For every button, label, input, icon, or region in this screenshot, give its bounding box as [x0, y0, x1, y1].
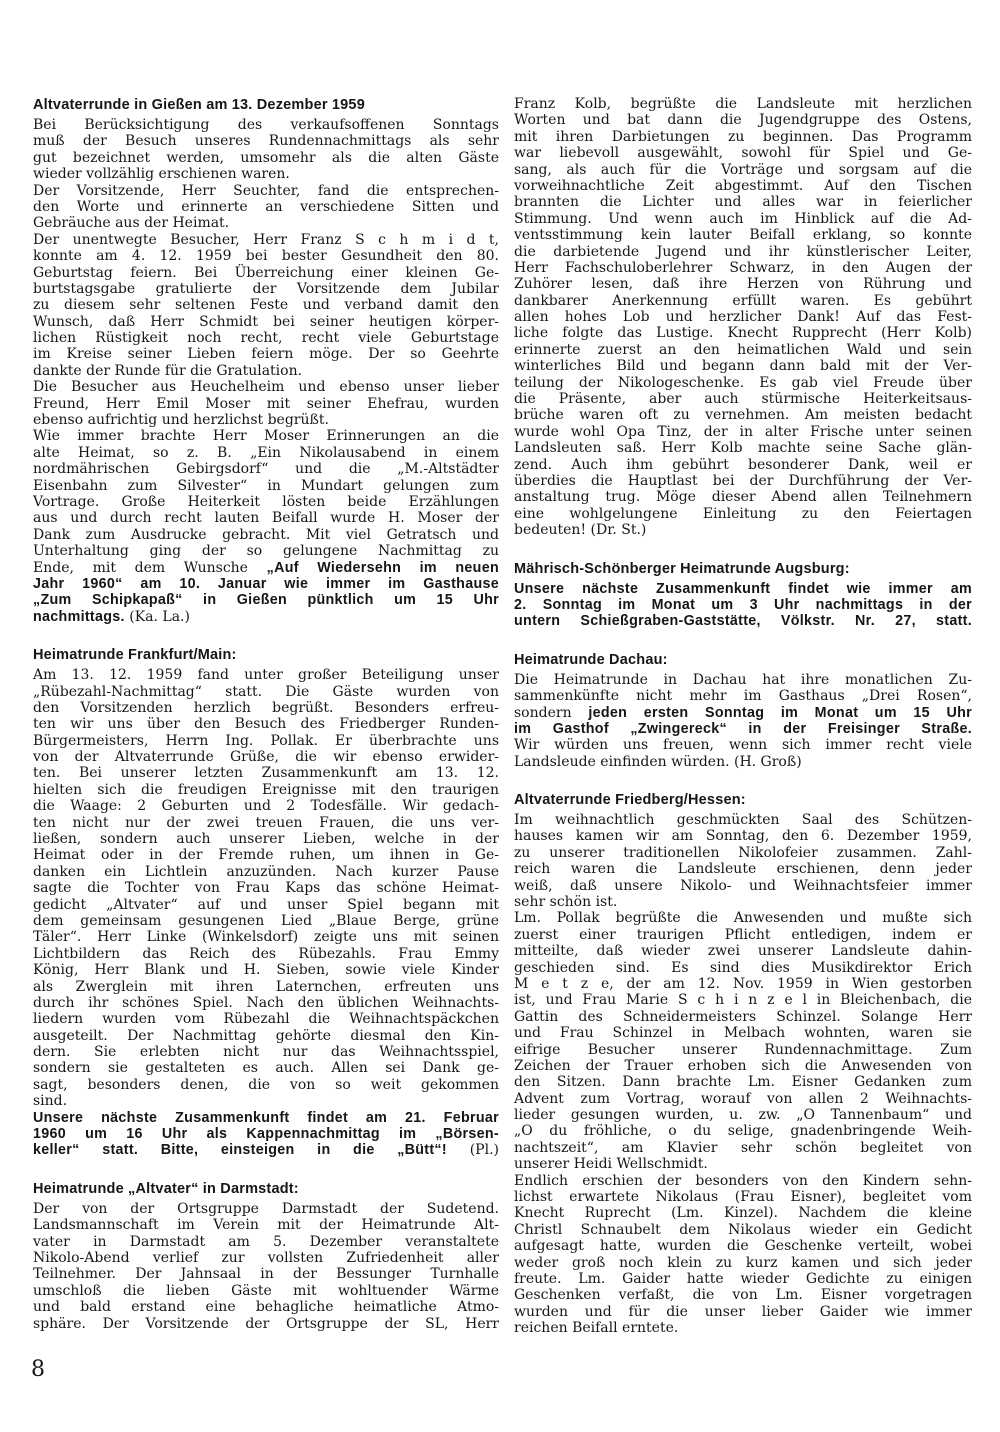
text-line: konnte am 4. 12. 1959 bei bester Gesundheit den 80.	[33, 248, 499, 265]
paragraph	[33, 183, 499, 232]
right-column	[514, 96, 972, 1337]
text-line: ließen, sondern auch unserer Lieben, welche in der	[33, 831, 499, 848]
bold-text: keller“ statt. Bitte, einsteigen in die „Bütt“!	[33, 1142, 447, 1159]
text-line: Nikolo-Abend verlief zur vollsten Zufriedenheit aller	[33, 1250, 499, 1266]
text-line: Eisenbahn zum Silvester“ in Mundart gelungen zum	[33, 477, 499, 494]
text-line: Heimat oder in der Fremde ruhen, um ihnen in Ge-	[33, 847, 499, 864]
text-line: Dank zum Ausdrucke gebracht. Mit viel Getratsch und	[33, 526, 499, 543]
text-line: Gattin des Schneidermeisters Schinzel. Solange Herr	[514, 1008, 972, 1025]
text-line: durch ihr schönes Spiel. Nach den üblichen Weihnachts-	[33, 994, 499, 1011]
text-line: Die Heimatrunde in Dachau hat ihre monatlichen Zu-	[514, 671, 972, 688]
text-line: sagt, besonders denen, die von so weit gekommen	[33, 1076, 499, 1093]
text-line: reichen Beifall erntete.	[514, 1320, 679, 1337]
section-heading: Mährisch-Schönberger Heimatrunde Augsburg:	[514, 560, 850, 577]
paragraph	[514, 1173, 972, 1337]
text-line: lichen Rüstigkeit noch recht, recht viele Geburtstage	[33, 330, 499, 347]
text-line: Advent zum Vortrag, worauf von allen 2 Weihnachts-	[514, 1090, 972, 1107]
text-line: wieder vollzählig erschienen waren.	[33, 166, 290, 183]
text-line: freute. Lm. Gaider hatte wieder Gedichte zu einigen	[514, 1271, 972, 1287]
text-line	[514, 581, 972, 597]
text-line: Worten und bat dann die Jugendgruppe des Ostens,	[514, 112, 972, 129]
left-column	[33, 93, 499, 1332]
text-line: eine wohlgelungene Einleitung zu den Feiertagen	[514, 505, 972, 522]
text-line: winterliches Bild und begann dann bald mit der Ver-	[514, 358, 972, 375]
bold-text: 1960 um 16 Uhr als Kappennachmittag im „Börsen-	[33, 1126, 499, 1143]
text-line: die Präsente, aber auch stürmische Heiterkeitsaus-	[514, 391, 972, 408]
text-line: Wir würden uns freuen, wenn sich immer recht viele	[514, 737, 972, 754]
text-line: vorweihnachtliche Zeit abgestimmt. Auf den Tischen	[514, 177, 972, 194]
bold-text: untern Schießgraben-Gaststätte, Völkstr. Nr. 27, statt.	[514, 613, 972, 630]
text-line: Lm. Pollak begrüßte die Anwesenden und mußte sich	[514, 910, 972, 927]
paragraph	[33, 667, 499, 1110]
text-line: Wunsch, daß Herr Schmidt bei seiner heutigen körper-	[33, 313, 499, 330]
section-heading: Altvaterrunde in Gießen am 13. Dezember 1959	[33, 97, 365, 113]
text-line: Täler“. Herr Linke (Winkelsdorf) zeigte uns mit seinen	[33, 929, 499, 946]
text-line: weiß, daß unsere Nikolo- und Weihnachtsfeier immer	[514, 877, 972, 894]
text-line	[33, 560, 499, 576]
text-line: ist, und Frau Marie S c h i n z e l in Bleichenbach, die	[514, 992, 972, 1009]
paragraph	[33, 232, 499, 380]
text-line: sind.	[33, 1093, 68, 1110]
text-line: nachtszeit“, am Klavier sehr schön begleitet von	[514, 1139, 972, 1156]
bold-text: nachmittags.	[33, 608, 125, 625]
text-line: sehr schön ist.	[514, 894, 618, 911]
text-line: den Sitzen. Dann brachte Lm. Eisner Gedanken zum	[514, 1074, 972, 1091]
paragraph	[33, 117, 499, 183]
text-line: Geburtstag feiern. Bei Überreichung einer kleinen Ge-	[33, 264, 499, 281]
text-line: Landsmannschaft im Verein mit der Heimatrunde Alt-	[33, 1217, 499, 1234]
text-line: brannten die Lichter und alles war in feierlicher	[514, 194, 972, 211]
text-line: Bürgermeisters, Herrn Ing. Pollak. Er überbrachte uns	[33, 732, 499, 749]
text-line: dankte der Runde für die Gratulation.	[33, 362, 303, 379]
text-line: zu diesem sehr seltenen Feste und verband damit den	[33, 297, 499, 314]
text-line: eifrige Besucher unserer Rundennachmittage. Zum	[514, 1041, 972, 1058]
text-line: brüche waren oft zu vernehmen. Am meisten bedacht	[514, 407, 972, 424]
text-line: reich waren die Landsleute erschienen, denn jeder	[514, 861, 972, 878]
text-line: liedern wurden vom Rübezahl die Weihnachtspäckchen	[33, 1011, 499, 1028]
text-line: lichst erwartete Nikolaus (Frau Eisner), begleitet vom	[514, 1189, 972, 1206]
text-line: Stimmung. Und wenn auch im Hinblick auf die Ad-	[514, 210, 972, 227]
text-line: Endlich erschien der besonders von den Kindern sehn-	[514, 1172, 972, 1189]
text-line: muß der Besuch unseres Rundennachmittags als sehr	[33, 133, 499, 150]
text-line: Wie immer brachte Herr Moser Erinnerungen an die	[33, 428, 499, 445]
paragraph	[33, 1110, 499, 1159]
text-line	[514, 597, 972, 613]
text-run: (Pl.)	[446, 1142, 499, 1159]
text-line: sphäre. Der Vorsitzende der Ortsgruppe der SL, Herr	[33, 1315, 499, 1332]
bold-text: Unsere nächste Zusammenkunft findet wie immer am	[514, 580, 972, 597]
text-line: als Zwerglein mit ihren Laternchen, erfreuten uns	[33, 978, 499, 995]
text-line: Herr Fachschuloberlehrer Schwarz, in den Augen der	[514, 259, 972, 276]
text-line: Knecht Ruprecht (Lm. Kinzel). Nachdem die kleine	[514, 1205, 972, 1222]
text-line	[33, 576, 499, 592]
text-line	[33, 592, 499, 608]
text-line: Unterhaltung ging der so gelungene Nachmittag zu	[33, 543, 499, 560]
paragraph	[514, 812, 972, 910]
text-line: den Vorsitzenden herzlich begrüßt. Besonders erfreu-	[33, 699, 499, 716]
text-line: Der unentwegte Besucher, Herr Franz S c h m i d t,	[33, 231, 499, 248]
text-line: ten wir uns über den Besuch des Friedberger Runden-	[33, 716, 499, 733]
text-line: Der von der Ortsgruppe Darmstadt der Sudetend.	[33, 1200, 499, 1217]
text-line	[514, 705, 972, 721]
text-line: überdies die Hauptlast bei der Durchführung der Ver-	[514, 472, 972, 489]
text-line: dankbarer Anerkennung erfüllt waren. Es gebührt	[514, 292, 972, 309]
text-line: Die Besucher aus Heuchelheim und ebenso unser lieber	[33, 379, 499, 396]
text-line: ventsstimmung kein lauter Beifall erklang, so konnte	[514, 227, 972, 244]
text-run: sondern	[514, 704, 589, 721]
text-line: ten nicht nur der zwei treuen Frauen, die uns ver-	[33, 814, 499, 831]
text-line: Christl Schnaubelt dem Nikolaus wieder ein Gedicht	[514, 1221, 972, 1238]
text-line: Teilnehmer. Der Jahnsaal in der Bessunger Turnhalle	[33, 1266, 499, 1283]
section-heading: Altvaterrunde Friedberg/Hessen:	[514, 792, 746, 809]
text-line: und bald erstand eine behagliche heimatliche Atmo-	[33, 1299, 499, 1316]
bold-text: Jahr 1960“ am 10. Januar wie immer im Gasthause	[33, 575, 499, 592]
text-line: den Worte und erinnerte an verschiedene Sitten und	[33, 198, 499, 215]
text-line: nordmährischen Gebirgsdorf“ und die „M.-Altstädter	[33, 461, 499, 478]
bold-text: jeden ersten Sonntag im Monat um 15 Uhr	[588, 704, 972, 721]
text-line: Geschenken verfaßt, die von Lm. Eisner vorgetragen	[514, 1287, 972, 1304]
text-line	[33, 1110, 499, 1126]
text-line: teilung der Nikologeschenke. Es gab viel Freude über	[514, 374, 972, 391]
bold-text: Unsere nächste Zusammenkunft findet am 21. Februar	[33, 1109, 499, 1126]
text-line: die Waage: 2 Geburten und 2 Todesfälle. Wir gedach-	[33, 798, 499, 815]
text-line: anstaltung trug. Möge dieser Abend allen Teilnehmern	[514, 489, 972, 506]
text-line: Vortrage. Große Heiterkeit lösten beide Erzählungen	[33, 493, 499, 510]
text-line: lieder gesungen wurden, u. zw. „O Tannenbaum“ und	[514, 1107, 972, 1124]
text-line: Bei Berücksichtigung des verkaufsoffenen Sonntags	[33, 117, 499, 133]
text-line: alte Heimat, so z. B. „Ein Nikolausabend in einem	[33, 444, 499, 461]
bold-text: im Gasthof „Zwingereck“ in der Freisinger Straße.	[514, 720, 972, 737]
text-line: dem gemeinsam gesungenen Lied „Blaue Berge, grüne	[33, 912, 499, 929]
text-line	[33, 1126, 499, 1142]
text-line: liche folgte das Lustige. Knecht Rupprecht (Herr Kolb)	[514, 325, 972, 342]
text-line: Zeichen der Trauer erhoben sich die Anwesenden von	[514, 1057, 972, 1074]
text-line: wurden und für die unser lieber Gaider wie immer	[514, 1303, 972, 1320]
text-line: ebenso aufrichtig und herzlichst begrüßt.	[33, 412, 329, 429]
text-line: Landsleude einfinden würden. (H. Groß)	[514, 753, 802, 770]
text-line	[33, 1142, 499, 1158]
paragraph	[514, 581, 972, 630]
bold-text: „Auf Wiedersehn im neuen	[266, 559, 499, 576]
text-line: zuerst einer traurigen Pflicht entledigen, indem er	[514, 926, 972, 943]
text-line	[514, 721, 972, 737]
paragraph	[33, 1201, 499, 1332]
text-line: sondern sie gestalteten es auch. Allen sei Dank ge-	[33, 1060, 499, 1077]
bold-text: „Zum Schipkapaß“ in Gießen pünktlich um 15 Uhr	[33, 592, 499, 609]
text-line: Franz Kolb, begrüßte die Landsleute mit herzlichen	[514, 96, 972, 112]
paragraph	[514, 672, 972, 770]
text-line: mitteilte, daß wieder zwei unserer Landsleute dahin-	[514, 943, 972, 960]
text-line: und Frau Schinzel in Melbach wohnten, waren sie	[514, 1025, 972, 1042]
text-line: „O du fröhliche, o du selige, gnadenbringende Weih-	[514, 1123, 972, 1140]
text-line: wurde wohl Opa Tinz, der in alter Frische unter seinen	[514, 423, 972, 440]
text-line: König, Herr Blank und H. Sieben, sowie viele Kinder	[33, 962, 499, 979]
text-line: danken ein Lichtlein anzuzünden. Nach kurzer Pause	[33, 863, 499, 880]
text-line: vater in Darmstadt am 5. Dezember veranstaltete	[33, 1233, 499, 1250]
text-line: sang, als auch für die Vorträge und sorgsam auf die	[514, 161, 972, 178]
section-heading: Heimatrunde Frankfurt/Main:	[33, 647, 237, 664]
text-line: war liebevoll ausgewählt, sowohl für Spiel und Ge-	[514, 145, 972, 162]
section-heading: Heimatrunde Dachau:	[514, 651, 668, 668]
text-line: Am 13. 12. 1959 fand unter großer Beteiligung unser	[33, 667, 499, 684]
text-line: Zuhörer lesen, daß ihre Herzen von Rührung und	[514, 276, 972, 293]
text-line: aus und durch recht lauten Beifall wurde H. Moser der	[33, 510, 499, 527]
text-line: Landsleuten saß. Herr Kolb machte seine Sache glän-	[514, 440, 972, 457]
text-line: Lichtbildern das Reich des Rübezahls. Frau Emmy	[33, 945, 499, 962]
text-line: sammenkünfte nicht mehr im Gasthaus „Drei Rosen“,	[514, 688, 972, 705]
text-line: gedicht „Altvater“ auf und unser Spiel begann mit	[33, 896, 499, 913]
text-line	[33, 609, 499, 625]
text-line: hielten sich die freudigen Ereignisse mit den traurigen	[33, 781, 499, 798]
text-line: mit ihren Darbietungen zu beginnen. Das Programm	[514, 128, 972, 145]
text-line: im Kreise seiner Lieben feiern möge. Der so Geehrte	[33, 346, 499, 363]
text-line: umschloß die lieben Gäste mit wohltuender Wärme	[33, 1282, 499, 1299]
text-run: (Ka. La.)	[124, 608, 190, 625]
text-line: Im weihnachtlich geschmückten Saal des Schützen-	[514, 812, 972, 829]
text-line: zend. Auch ihm gebührt besonderer Dank, weil er	[514, 456, 972, 473]
text-line: ten. Bei unserer letzten Zusammenkunft am 13. 12.	[33, 765, 499, 782]
paragraph	[33, 379, 499, 428]
text-line: erinnerte zuerst an den heimatlichen Wald und sein	[514, 341, 972, 358]
text-line: allen hohes Lob und herzlicher Dank! Auf das Fest-	[514, 309, 972, 326]
paragraph	[514, 96, 972, 539]
text-line: „Rübezahl-Nachmittag“ statt. Die Gäste wurden von	[33, 683, 499, 700]
page-number: 8	[31, 1357, 45, 1382]
text-line: zu unserer traditionellen Nikolofeier zusammen. Zahl-	[514, 844, 972, 861]
text-line: aufgesagt hatte, wurden die Geschenke verteilt, wobei	[514, 1238, 972, 1255]
text-run: Ende, mit dem Wunsche	[33, 559, 267, 576]
text-line: weder groß noch klein zu kurz kamen und sich jeder	[514, 1254, 972, 1271]
text-line: Der Vorsitzende, Herr Seuchter, fand die entsprechen-	[33, 182, 499, 199]
text-line: unserer Heidi Wellschmidt.	[514, 1156, 708, 1173]
text-line: burtstagsgabe gratulierte der Vorsitzende dem Jubilar	[33, 280, 499, 297]
text-line: dern. Sie erlebten nicht nur das Weihnachtsspiel,	[33, 1044, 499, 1061]
text-line: geschieden sind. Es sind dies Musikdirektor Erich	[514, 959, 972, 976]
text-line: bedeuten! (Dr. St.)	[514, 522, 647, 539]
text-line: ausgeteilt. Der Nachmittag gehörte diesmal den Kin-	[33, 1027, 499, 1044]
section-heading: Heimatrunde „Altvater“ in Darmstadt:	[33, 1180, 299, 1197]
text-line: M e t z e, der am 12. Nov. 1959 in Wien gestorben	[514, 975, 972, 992]
text-line	[514, 613, 972, 629]
paragraph	[33, 428, 499, 625]
text-line: gut bezeichnet werden, umsomehr als die alten Gäste	[33, 149, 499, 166]
text-line: Gebräuche aus der Heimat.	[33, 215, 230, 232]
text-line: die darbietende Jugend und ihr künstlerischer Leiter,	[514, 243, 972, 260]
paragraph	[514, 910, 972, 1172]
text-line: Freund, Herr Emil Moser mit seiner Ehefrau, wurden	[33, 395, 499, 412]
bold-text: 2. Sonntag im Monat um 3 Uhr nachmittags in der	[514, 596, 972, 613]
text-line: hauses kamen wir am Sonntag, den 6. Dezember 1959,	[514, 828, 972, 845]
text-line: von der Altvaterrunde Grüße, die wir ebenso erwider-	[33, 749, 499, 766]
text-line: sagte die Tochter von Frau Kaps das schöne Heimat-	[33, 880, 499, 897]
